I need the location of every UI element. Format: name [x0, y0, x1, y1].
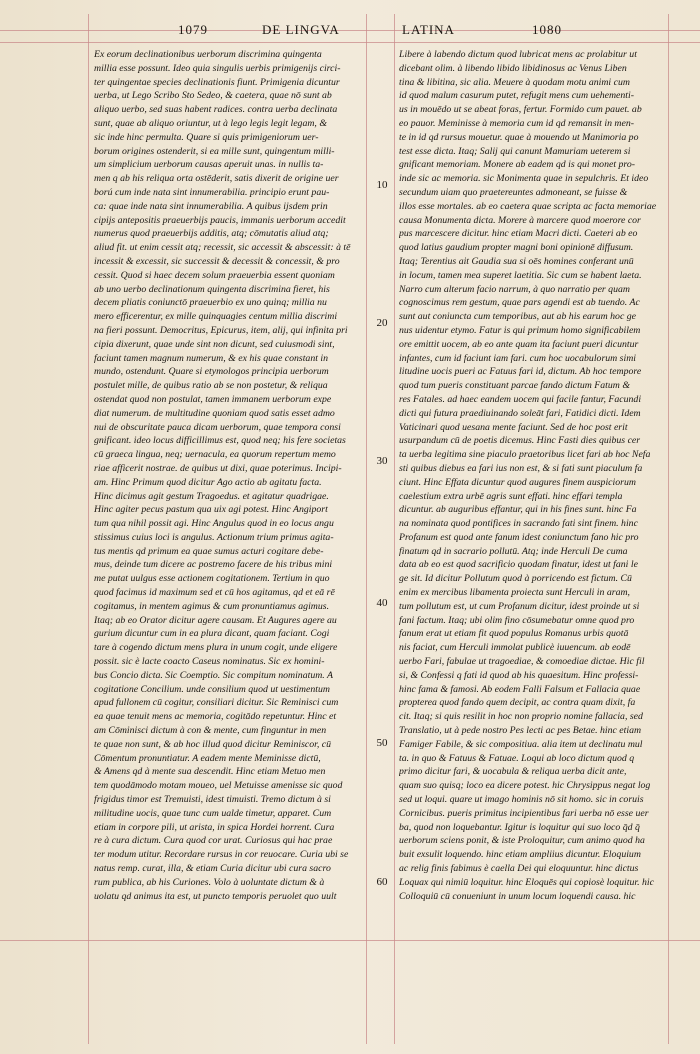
line-number-40: 40	[376, 597, 388, 609]
text-line: mus, deinde tum dicere ac postremo facere de his tribus mini	[94, 559, 333, 571]
text-line: buit exsulit loquendo. hinc etiam ampliius dicuntur. Eloquium	[399, 849, 641, 861]
text-line: ac relig finis fabimus è caella Dei qui eloquuntur. hinc dictus	[399, 863, 639, 875]
text-line: Colloquiū cū conueniunt in unum locum loquendi causa. hic	[399, 890, 636, 902]
text-line: sic inde hinc permulta. Quare si quis primigeniorum uer-	[94, 131, 319, 143]
text-line: hinc fama & famosi. Ab eodem Falli Falsum et Fallacia quae	[399, 683, 641, 695]
text-line: te in id qd rursus mouetur. quae à mouendo ut Manimoria po	[399, 131, 639, 143]
text-line: Narro cum alterum facio narrum, à quo narratio per quam	[399, 283, 630, 295]
text-line: fanum erat ut etiam fit quod populus Romanus urbis quotā	[399, 628, 629, 640]
text-line: sti quibus diebus ea fari ius non est, & si fati sunt piaculum fa	[399, 462, 643, 474]
text-line: ter quingentae species declinationis fiunt. Primigenia dicuntur	[94, 76, 340, 88]
text-line: tus mentis qd primum ea quae sumus acturi cogitare debe-	[94, 545, 324, 557]
text-line: ciunt. Hinc Effata dicuntur quod augures finem auspiciorum	[399, 476, 636, 488]
text-line: pus marcescere dicitur. hinc etiam Macri dicti. Caeteri ab eo	[399, 228, 638, 240]
text-line: ca: quae inde nata sint innumerabilia. A quibus ijsdem prin	[94, 200, 328, 212]
text-line: nui de obscuritate pauca dicam uerborum, quae tempora consi	[94, 421, 341, 433]
text-line: litudine uocis pueri ac Fatuus fari id, dictum. Ab hoc tempore	[399, 366, 642, 378]
text-line: millia esse possunt. Ideo quia singulis uerbis primigenijs circi-	[94, 62, 341, 74]
text-line: dicebant olim. à libendo libido libidinosus ac Venus Liben	[399, 62, 627, 74]
text-line: na nominata quod pontifices in sacrando fati sint finem. hinc	[399, 518, 638, 530]
text-line: Hinc agiter pecus pastum qua uix agi potest. Hinc Angiport	[94, 504, 328, 516]
text-line: postulet mille, de quibus ratio ab se non postetur, & reliqua	[94, 380, 328, 392]
text-line: Famiger Fabile, & sic compositiua. alia item ut declinatu mul	[399, 738, 643, 750]
text-line: data ab eo est quod sacrificio quodam finatur, idest ut fani le	[399, 559, 638, 571]
text-line: fani factum. Itaq; ubi olim fino cōsumebatur omne quod pro	[399, 614, 635, 626]
text-line: tum pollutum est, ut cum Profanum dicitur, idest proinde ut si	[399, 600, 640, 612]
text-line: militudine uocis, quae tunc cum ualde timetur, apparet. Cum	[94, 807, 332, 819]
text-line: possit. sic è lacte coacto Caseus nominatus. Sic ex homini-	[94, 656, 325, 668]
text-line: caelestium extra urbē agris sunt effati. hinc effari templa	[399, 490, 623, 502]
text-line: cognoscimus rem gestum, quae pars agendi est ab tuendo. Ac	[399, 297, 640, 309]
text-line: dicuntur. ab auguribus effantur, qui in his fines sunt. hinc Fa	[399, 504, 637, 516]
text-line: ború cum inde nata sint innumerabilia. principio erunt pau-	[94, 186, 330, 198]
text-line: ta. in quo & Fatuus & Fatuae. Loqui ab loco dictum quod q	[399, 752, 635, 764]
text-line: si, & Confessi q fati id quod ab his quaesitum. Hinc professi-	[399, 669, 639, 681]
text-line: cū graeca lingua, neq; uernacula, ea quorum repertum memo	[94, 449, 336, 461]
text-line: sunt, quae ab aliquo oriuntur, ut à lego legis legit legam, &	[94, 117, 327, 129]
text-line: ge sit. Id dicitur Pollutum quod à porricendo est fictum. Cū	[399, 573, 632, 585]
right-text-column	[399, 48, 665, 903]
text-line: cogitamus, in mentem agimus & cum pronuntiamus agimus.	[94, 600, 330, 612]
text-line: am. Hinc Primum quod dicitur Ago actio ab agitatu facta.	[94, 476, 322, 488]
text-line: aliud fit. ut enim cessit atq; recessit, sic accessit & abscessit: à tē	[94, 242, 351, 254]
text-line: uerbo Fari, fabulae ut tragoediae, & comoediae dictae. Hic fil	[399, 656, 645, 668]
text-line: quod facimus id maximum sed et cū hos agitamus, qd et eā rē	[94, 587, 335, 599]
text-line: te quae non sunt, & ab hoc illud quod dicitur Reminiscor, cū	[94, 738, 332, 750]
text-line: Vaticinari quod uesana mente faciunt. Sed de hoc post erit	[399, 421, 628, 433]
text-line: eo pauor. Meminisse à memoria cum id qd remansit in men-	[399, 117, 635, 129]
text-line: Translatio, ut à pede nostro Pes lecti ac pes Betae. hinc etiam	[399, 725, 642, 737]
text-line: infantes, cum id faciunt iam fari. cum hoc uocabulorum simi	[399, 352, 637, 364]
text-line: cessit. Quod si haec decem solum praeuerbia essent quoniam	[94, 269, 335, 281]
text-line: um simplicium uerborum causas aperuit unas. in nullis ta-	[94, 159, 324, 171]
text-line: id quod malum casurum putet, refugit mens cum uehementi-	[399, 90, 634, 102]
text-line: apud fullonem cū cogitur, consiliari dicitur. Sic Reminisci cum	[94, 697, 339, 709]
text-line: etiam in corpore pili, ut arista, in spica Hordei horrent. Cura	[94, 821, 335, 833]
text-line: gurium dicuntur cum in ea plura dicant, quam faciant. Cogi	[94, 628, 330, 640]
text-line: Itaq; Terentius ait Gaudia sua si oēs homines conferant unū	[399, 255, 634, 267]
text-line: Profanum est quod ante fanum idest coniunctum fano hic pro	[399, 531, 639, 543]
footer-rule	[0, 940, 700, 941]
text-line: tum qua nihil possit agi. Hinc Angulus quod in eo locus angu	[94, 518, 334, 530]
text-line: Libere à labendo dictum quod lubricat mens ac prolabitur ut	[399, 49, 637, 60]
text-line: gnificant memoriam. Monere ab eadem qd is qui monet pro-	[399, 159, 635, 171]
text-line: rum publica, ab his Curiones. Volo à uoluntate dictum & à	[94, 876, 325, 888]
text-line: dicti qui futura praediuinando soleāt fari, Fatidici dicti. Idem	[399, 407, 641, 419]
text-line: cipia dixerunt, quae unde sint non dicunt, sed cuiusmodi sint,	[94, 338, 335, 350]
text-line: mundo, ostendunt. Quare si etymologos principia uerborum	[94, 366, 329, 378]
text-line: test esse dicta. Itaq; Salij qui canunt Mamuriam ueterem si	[399, 145, 631, 157]
text-line: propterea quod fando quem decipit, ac contra quam dixit, fa	[399, 697, 636, 709]
text-line: nus uidentur etymo. Fatur is qui primum homo significabilem	[399, 324, 641, 336]
text-line: sunt aut coniuncta cum temporibus, aut ab his earum hoc ge	[399, 311, 637, 323]
text-line: ba, quod non loquebantur. Igitur is loquitur qui suo loco q̄d q̄	[399, 821, 640, 833]
text-line: ostendat quod non postulat, tamen immanem uerborum expe	[94, 393, 332, 405]
text-line: ab uno uerbo declinationum quingenta discrimina fieret, his	[94, 283, 330, 295]
text-line: faciunt tamen magnum numerum, & ex his quae constant in	[94, 352, 329, 364]
text-line: Cōmentum pronuntiatur. A eadem mente Meminisse dictū,	[94, 752, 321, 764]
left-text-column	[94, 48, 366, 903]
text-line: mero efficerentur, ex mille quinquagies centum millia discrimi	[94, 311, 338, 323]
text-line: aliquo uerbo, sed suas habent radices. contra uerba declinata	[94, 104, 338, 116]
line-number-20: 20	[376, 317, 388, 329]
text-line: tare à cogendo dictum mens plura in unum cogit, unde eligere	[94, 642, 338, 654]
text-line: re à cura dictum. Cura quod cor urat. Curiosus qui hac prae	[94, 835, 333, 847]
text-line: Hinc dicimus agit gestum Tragoedus. et agitatur quadrigae.	[94, 490, 329, 502]
text-line: & Amens qd à mente sua descendit. Hinc etiam Metuo men	[94, 766, 326, 778]
text-line: Itaq; ab eo Orator dicitur agere causam. Et Augures agere au	[94, 614, 337, 626]
text-line: frigidus timor est Tremuisti, idest timuisti. Tremo dictum à si	[94, 794, 331, 806]
text-line: diat numerum. de multitudine quoniam quod satis esset admo	[94, 407, 335, 419]
gutter-rule-left	[366, 14, 367, 1044]
text-line: ea quae tenuit mens ac memoria, cogitādo repetuntur. Hinc et	[94, 711, 337, 723]
text-line: incessit & excessit, sic successit & decessit & concessit, & pro	[94, 255, 340, 267]
text-line: Ex eorum declinationibus uerborum discrimina quingenta	[94, 49, 322, 60]
text-line: finatum qd in sacrario pollutū. Atq; inde Herculi De cuma	[399, 545, 628, 557]
text-line: inde sic ac memoria. sic Monimenta quae in sepulchris. Et ideo	[399, 173, 649, 185]
text-line: enim ex mercibus libamenta proiecta sunt Herculi in aram,	[399, 587, 631, 599]
text-line: secundum uiam quo praetereuntes admoneant, se fuisse &	[399, 186, 628, 198]
text-line: cipijs antepositis praeuerbijs paucis, immanis uerborum accedit	[94, 214, 346, 226]
running-title-left: DE LINGVA	[262, 22, 340, 37]
text-line: in locum, tamen mea superet laetitia. Sic cum se habent laeta.	[399, 269, 642, 281]
header-rule-lower	[0, 42, 700, 43]
text-line: nis faciat, cum Herculi immolat publicè iuuencum. ab eodē	[399, 642, 631, 654]
text-line: decem pliatis coniunctō praeuerbio ex uno quinq; millia nu	[94, 297, 327, 309]
text-line: am Cōminisci dictum à con & mente, cum finguntur in men	[94, 725, 327, 737]
text-line: cogitatione Concilium. unde consilium quod ut uestimentum	[94, 683, 330, 695]
text-line: bus Concio dicta. Sic Coemptio. Sic compitum nominatum. A	[94, 669, 334, 681]
left-page-number: 1079	[178, 22, 208, 37]
text-line: natus remp. curat, illa, & etiam Curia dicitur ubi cura sacro	[94, 863, 331, 875]
text-line: numerus quod praeuerbijs additis, atq; cōmutatis aliud atq;	[94, 228, 329, 240]
line-number-50: 50	[376, 737, 388, 749]
text-line: tina & libitina, sic alia. Meuere à quodam motu animi cum	[399, 76, 630, 88]
line-number-60: 60	[376, 876, 388, 888]
text-line: cit. Itaq; si quis resilit in hoc non proprio nomine fallacia, sed	[399, 711, 643, 723]
text-line: ter modum utitur. Recordare rursus in cor reuocare. Curia ubi se	[94, 849, 349, 861]
text-line: me putat uulgus esse actionem cogitationem. Tertium in quo	[94, 573, 330, 585]
text-line: quod tum pueris constituant parcae fando dictum Fatum &	[399, 380, 630, 392]
text-line: ore emittit uocem, ab eo ante quam ita faciunt pueri dicuntur	[399, 338, 639, 350]
text-line: Cornicibus. pueris primitus incipientibus fari uerba nō esse uer	[399, 807, 649, 819]
text-line: Loquax qui nimiū loquitur. hinc Eloquēs qui copiosè loquitur. hic	[399, 876, 654, 888]
left-margin-rule	[88, 14, 89, 1044]
running-head	[0, 20, 700, 42]
text-line: riae afficerit nostrae. de quibus ut dixi, quae poterimus. Incipi-	[94, 462, 342, 474]
text-line: men q ab his reliqua orta ostēderit, satis dixerit de origine uer	[94, 173, 339, 185]
text-line: causa Monumenta dicta. Morere à marcere quod moerore cor	[399, 214, 641, 226]
text-line: stissimus cuius loci is angulus. Actionum trium primus agita-	[94, 531, 334, 543]
text-line: res Fatales. ad haec eandem uocem qui facile fantur, Facundi	[399, 393, 642, 405]
text-line: uerba, ut Lego Scribo Sto Sedeo, & caetera, quae nō sunt ab	[94, 90, 332, 102]
right-page-number: 1080	[532, 22, 562, 37]
line-number-30: 30	[376, 455, 388, 467]
text-line: illos esse mortales. ab eo caetera quae scripta ac facta memoriae	[399, 200, 657, 212]
gutter-rule-right	[394, 14, 395, 1044]
text-line: us in mouēdo ut se abeat foras, fertur. Formido cum pauet. ab	[399, 104, 642, 116]
text-line: borum origines ostenderit, si ea mille sunt, quingentum milli-	[94, 145, 335, 157]
text-line: sed ut loqui. quare ut imago hominis nō sit homo. sic in coruis	[399, 794, 644, 806]
line-number-10: 10	[376, 179, 388, 191]
text-line: tem quodāmodo motam moueo, uel Metuisse amenisse sic quod	[94, 780, 343, 792]
text-line: quod latius gaudium propter magni boni opinionē diffusum.	[399, 242, 634, 254]
text-line: na fieri possunt. Democritus, Epicurus, item, alij, qui infinita pri	[94, 324, 348, 336]
right-margin-rule	[668, 14, 669, 1044]
text-line: uolatu qd animus ita est, ut puncto temporis peruolet quo uult	[94, 890, 337, 902]
text-line: uerborum sciens ponit, & iste Proloquitur, cum animo quod ha	[399, 835, 645, 847]
text-line: quam suo quisq; loco ea dicere potest. hic Chrysippus negat log	[399, 780, 651, 792]
text-line: primo dicitur fari, & uocabula & reliqua uerba dicit ante,	[399, 766, 627, 778]
running-title-right: LATINA	[402, 22, 455, 37]
text-line: ta uerba legitima sine piaculo praetoribus licet fari ab hoc Nefa	[399, 449, 651, 461]
text-line: gnificant. ideo locus difficillimus est, quod neq; his fere societas	[94, 435, 346, 447]
text-line: usurpandum cū de poetis dicemus. Hinc Fasti dies quibus cer	[399, 435, 641, 447]
